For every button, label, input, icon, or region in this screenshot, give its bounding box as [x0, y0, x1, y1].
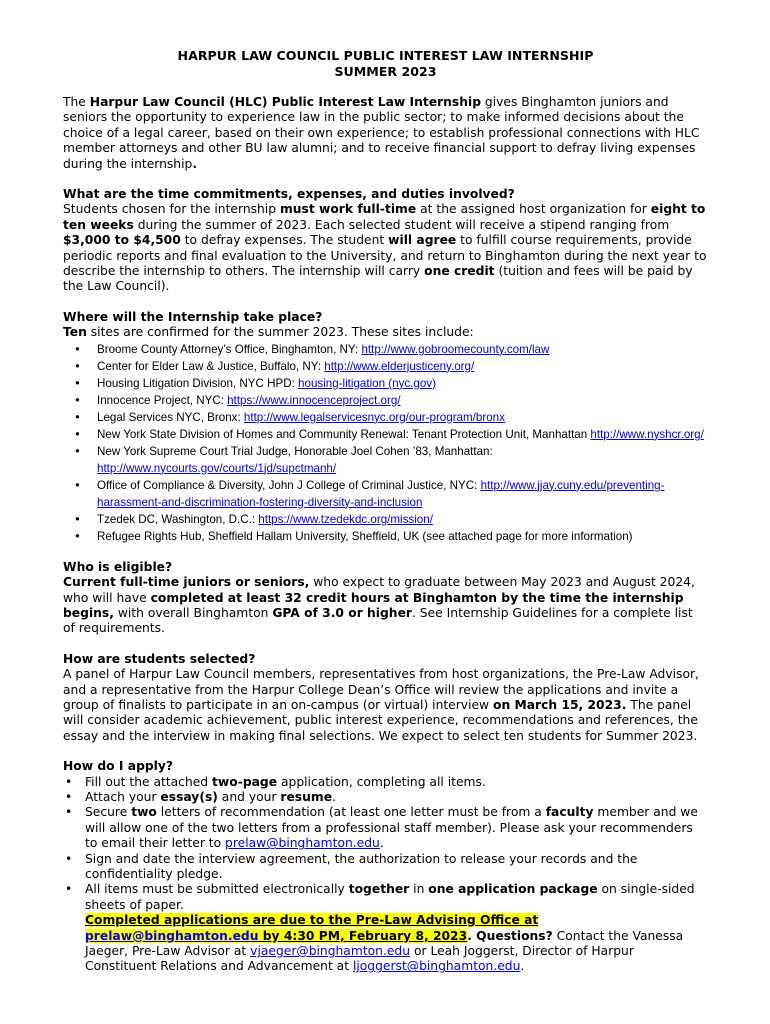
site-link[interactable]: https://www.innocenceproject.org/ — [227, 393, 401, 407]
intro-paragraph: The Harpur Law Council (HLC) Public Interest Law Internship gives Binghamton juniors and seniors the opportunity to experience law in the public sector; to make informed decisions about the choice of a legal career, based on their own experience; to establish professional connections with HLC member attorneys and other BU law alumni; and to receive financial support to defray living expenses during the internship. — [63, 95, 700, 171]
site-link[interactable]: https://www.tzedekdc.org/mission/ — [258, 512, 433, 526]
site-link[interactable]: http://www.jjay.cuny.edu/preventing-harassment-and-discrimination-fostering-diversity-and-inclusion — [97, 478, 665, 509]
location-intro: Ten sites are confirmed for the summer 2023. These sites include: — [63, 325, 474, 340]
sites-list — [63, 341, 708, 545]
vjaeger-email-link[interactable]: vjaeger@binghamton.edu — [250, 944, 411, 959]
site-item: • New York State Division of Homes and Community Renewal: Tenant Protection Unit, Manhattan http://www.nyshcr.org/ — [63, 426, 708, 443]
apply-step: • Fill out the attached two-page application, completing all items. — [63, 775, 708, 790]
document-subtitle: SUMMER 2023 — [334, 64, 437, 79]
site-link[interactable]: http://www.nycourts.gov/courts/1jd/supctmanh/ — [97, 461, 337, 475]
commitments-heading: What are the time commitments, expenses, and duties involved? — [63, 187, 515, 202]
site-link[interactable]: http://www.nyshcr.org/ — [590, 427, 704, 441]
apply-step: • Sign and date the interview agreement, the authorization to release your records and the confidentiality pledge. — [63, 852, 708, 883]
site-link[interactable]: http://www.gobroomecounty.com/law — [361, 342, 550, 356]
apply-heading: How do I apply? — [63, 759, 174, 774]
apply-step: • All items must be submitted electronically together in one application package on single-sided sheets of paper. Completed applications are due to the Pre-Law Advising Office at prelaw@binghamton.edu by 4:30 PM, February 8, 2023. Questions? Contact the Vanessa Jaeger, Pre-Law Advisor at vjaeger@binghamton.edu or Leah Joggerst, Director of Harpur Constituent Relations and Advancement at ljoggerst@binghamton.edu. — [63, 882, 708, 974]
ljoggerst-email-link[interactable]: ljoggerst@binghamton.edu — [352, 959, 521, 974]
site-item: • Refugee Rights Hub, Sheffield Hallam University, Sheffield, UK (see attached page for more information) — [63, 528, 708, 545]
location-heading: Where will the Internship take place? — [63, 309, 323, 324]
site-item: • New York Supreme Court Trial Judge, Honorable Joel Cohen ’83, Manhattan: http://www.nycourts.gov/courts/1jd/supctmanh/ — [63, 443, 708, 477]
apply-step: • Attach your essay(s) and your resume. — [63, 790, 708, 805]
site-item: • Legal Services NYC, Bronx: http://www.legalservicesnyc.org/our-program/bronx — [63, 409, 708, 426]
site-item: • Housing Litigation Division, NYC HPD: housing-litigation (nyc.gov) — [63, 375, 708, 392]
site-link[interactable]: http://www.elderjusticeny.org/ — [324, 359, 475, 373]
deadline-highlight: Completed applications are due to the Pre-Law Advising Office at prelaw@binghamton.edu by 4:30 PM, February 8, 2023 — [85, 913, 539, 943]
eligible-heading: Who is eligible? — [63, 559, 173, 574]
document-title: HARPUR LAW COUNCIL PUBLIC INTEREST LAW INTERNSHIP — [177, 48, 594, 63]
site-item: • Innocence Project, NYC: https://www.innocenceproject.org/ — [63, 392, 708, 409]
site-item: • Office of Compliance & Diversity, John J College of Criminal Justice, NYC: http://www.jjay.cuny.edu/preventing-harassment-and-discrimination-fostering-diversity-and-inclusion — [63, 477, 708, 511]
commitments-paragraph: Students chosen for the internship must work full-time at the assigned host organization for eight to ten weeks during the summer of 2023. Each selected student will receive a stipend ranging from $3,000 to $4,500 to defray expenses. The student will agree to fulfill course requirements, provide periodic reports and final evaluation to the University, and return to Binghamton during the next year to describe the internship to others. The internship will carry one credit (tuition and fees will be paid by the Law Council). — [63, 202, 707, 294]
selection-heading: How are students selected? — [63, 651, 256, 666]
deadline-email-link[interactable]: prelaw@binghamton.edu — [85, 928, 259, 943]
site-item: • Center for Elder Law & Justice, Buffalo, NY: http://www.elderjusticeny.org/ — [63, 358, 708, 375]
apply-step: • Secure two letters of recommendation (at least one letter must be from a faculty member and we will allow one of the two letters from a professional staff member). Please ask your recommenders to email their letter to prelaw@binghamton.edu. — [63, 805, 708, 851]
apply-steps-list — [63, 775, 708, 975]
questions-label: Questions? — [471, 928, 553, 943]
site-item: • Broome County Attorney’s Office, Binghamton, NY: http://www.gobroomecounty.com/law — [63, 341, 708, 358]
site-link[interactable]: http://www.legalservicesnyc.org/our-program/bronx — [243, 410, 505, 424]
site-link[interactable]: housing-litigation (nyc.gov) — [298, 376, 436, 390]
site-item: • Tzedek DC, Washington, D.C.: https://www.tzedekdc.org/mission/ — [63, 511, 708, 528]
eligible-paragraph: Current full-time juniors or seniors, who expect to graduate between May 2023 and August 2024, who will have completed at least 32 credit hours at Binghamton by the time the internship begins, with overall Binghamton GPA of 3.0 or higher. See Internship Guidelines for a complete list of requirements. — [63, 575, 695, 636]
prelaw-email-link[interactable]: prelaw@binghamton.edu — [225, 836, 380, 851]
selection-paragraph: A panel of Harpur Law Council members, representatives from host organizations, the Pre-Law Advisor, and a representative from the Harpur College Dean’s Office will review the applications and invite a group of finalists to participate in an on-campus (or virtual) interview on March 15, 2023. The panel will consider academic achievement, public interest experience, recommendations and references, the essay and the interview in making final selections. We expect to select ten students for Summer 2023. — [63, 667, 699, 743]
